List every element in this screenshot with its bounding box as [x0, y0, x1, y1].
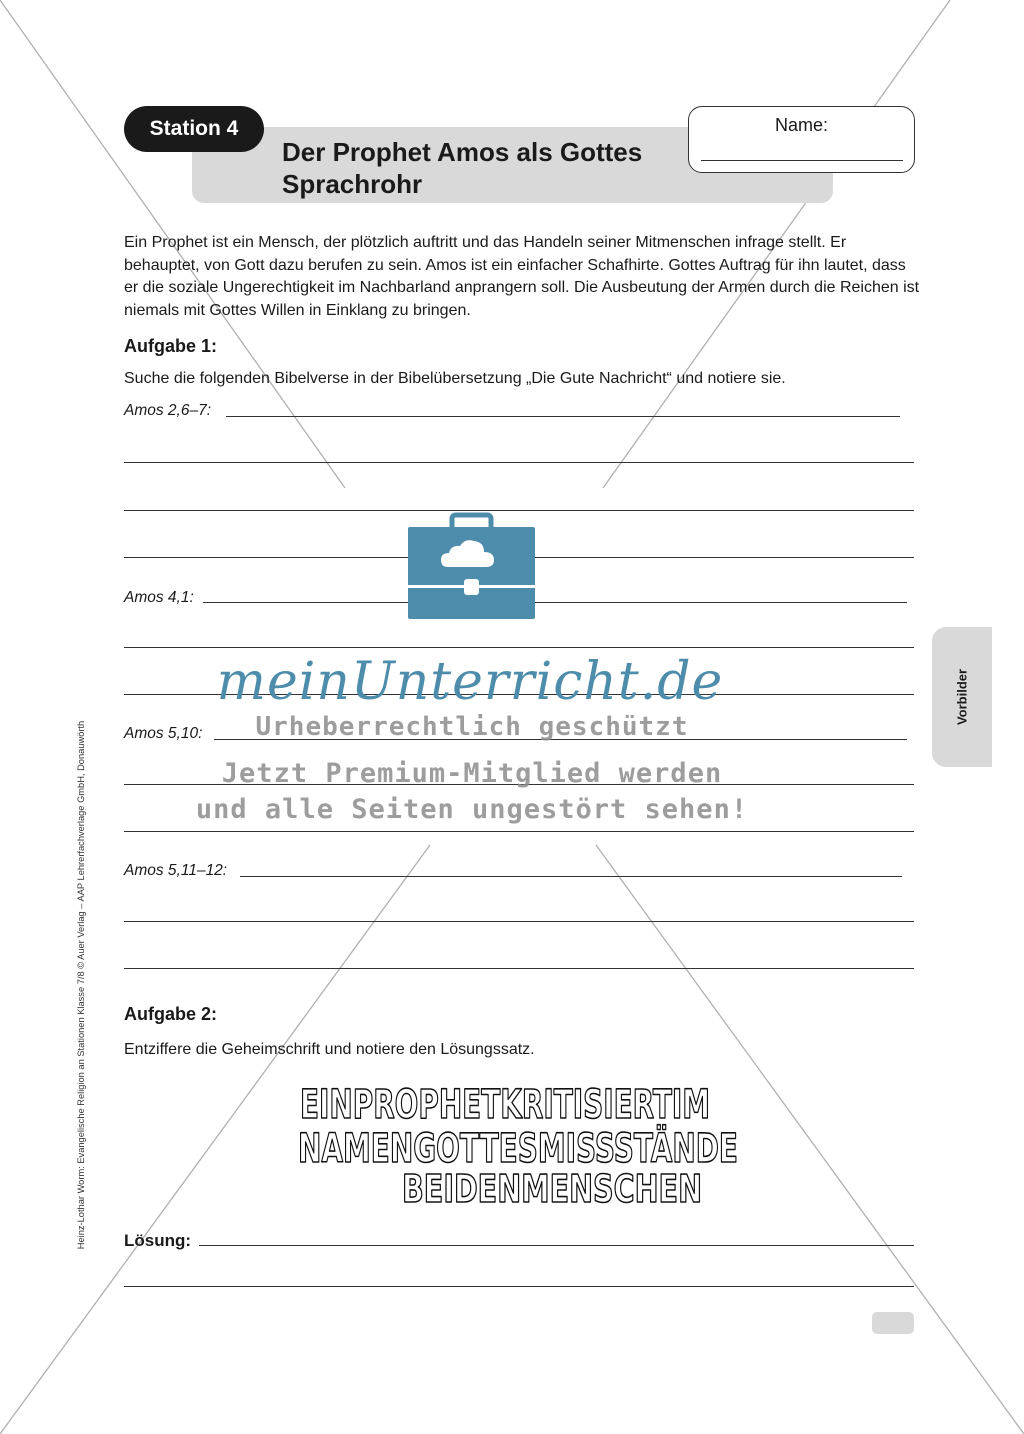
- verse-label: Amos 2,6–7:: [124, 402, 212, 419]
- answer-line[interactable]: [124, 831, 914, 832]
- copyright-footer: Heinz-Lothar Worm: Evangelische Religion an Stationen Klasse 7/8 © Auer Verlag – AAP Lehrerfachverlage GmbH, Donauwörth: [76, 720, 86, 1250]
- intro-text: Ein Prophet ist ein Mensch, der plötzlich auftritt und das Handeln seiner Mitmenschen infrage stellt. Er behauptet, von Gott dazu berufen zu sein. Amos ist ein einfacher Schafhirte. Gottes Auftrag für ihn lautet, dass er die soziale Ungerechtigkeit im Nachbarland anprangern soll. Die Ausbeutung der Armen durch die Reichen ist niemals mit Gottes Willen in Einklang zu bringen.: [124, 234, 920, 319]
- station-badge: Station 4: [124, 106, 264, 152]
- name-label: Name:: [774, 115, 828, 135]
- page-number-box: [872, 1312, 914, 1334]
- verse-label: Amos 5,11–12:: [124, 862, 228, 879]
- answer-line[interactable]: [240, 876, 902, 877]
- cipher-image: [290, 1078, 929, 1212]
- side-tab-label: Vorbilder: [954, 668, 970, 726]
- answer-line[interactable]: [203, 602, 907, 603]
- answer-line[interactable]: [124, 462, 914, 463]
- name-field[interactable]: [688, 106, 915, 173]
- task1-heading: Aufgabe 1:: [124, 336, 218, 356]
- answer-line[interactable]: [124, 921, 914, 922]
- watermark-line-2: Jetzt Premium-Mitglied werden: [221, 758, 723, 789]
- watermark-brand: meinUnterricht.de: [216, 652, 724, 712]
- solution-line[interactable]: [124, 1286, 914, 1287]
- watermark-line-3: und alle Seiten ungestört sehen!: [195, 794, 749, 825]
- task2-instruction: Entziffere die Geheimschrift und notiere den Lösungssatz.: [124, 1041, 535, 1058]
- cipher-line: NAMENGOTTESMISSSTÄNDE: [298, 1126, 929, 1172]
- page-title: [282, 136, 682, 200]
- task1-instruction: Suche die folgenden Bibelverse in der Bibelübersetzung „Die Gute Nachricht“ und notiere sie.: [124, 370, 786, 387]
- cipher-line: EINPROPHETKRITISIERTIM: [300, 1082, 710, 1128]
- side-tab: [932, 627, 992, 767]
- name-write-line[interactable]: [701, 160, 903, 161]
- briefcase-cloud-icon: [408, 515, 535, 619]
- solution-line[interactable]: [199, 1245, 914, 1246]
- answer-line[interactable]: [124, 647, 914, 648]
- watermark-line-1: Urheberrechtlich geschützt: [255, 712, 689, 742]
- title-line-1: Der Prophet Amos als Gottes: [282, 137, 643, 167]
- title-line-2: Sprachrohr: [282, 169, 423, 199]
- answer-line[interactable]: [124, 510, 914, 511]
- verse-label: Amos 5,10:: [124, 725, 203, 742]
- answer-line[interactable]: [124, 968, 914, 969]
- answer-line[interactable]: [226, 416, 900, 417]
- solution-label: Lösung:: [124, 1231, 192, 1250]
- verse-label: Amos 4,1:: [124, 589, 194, 606]
- task2-heading: Aufgabe 2:: [124, 1004, 218, 1024]
- cipher-line: BEIDENMENSCHEN: [402, 1167, 702, 1211]
